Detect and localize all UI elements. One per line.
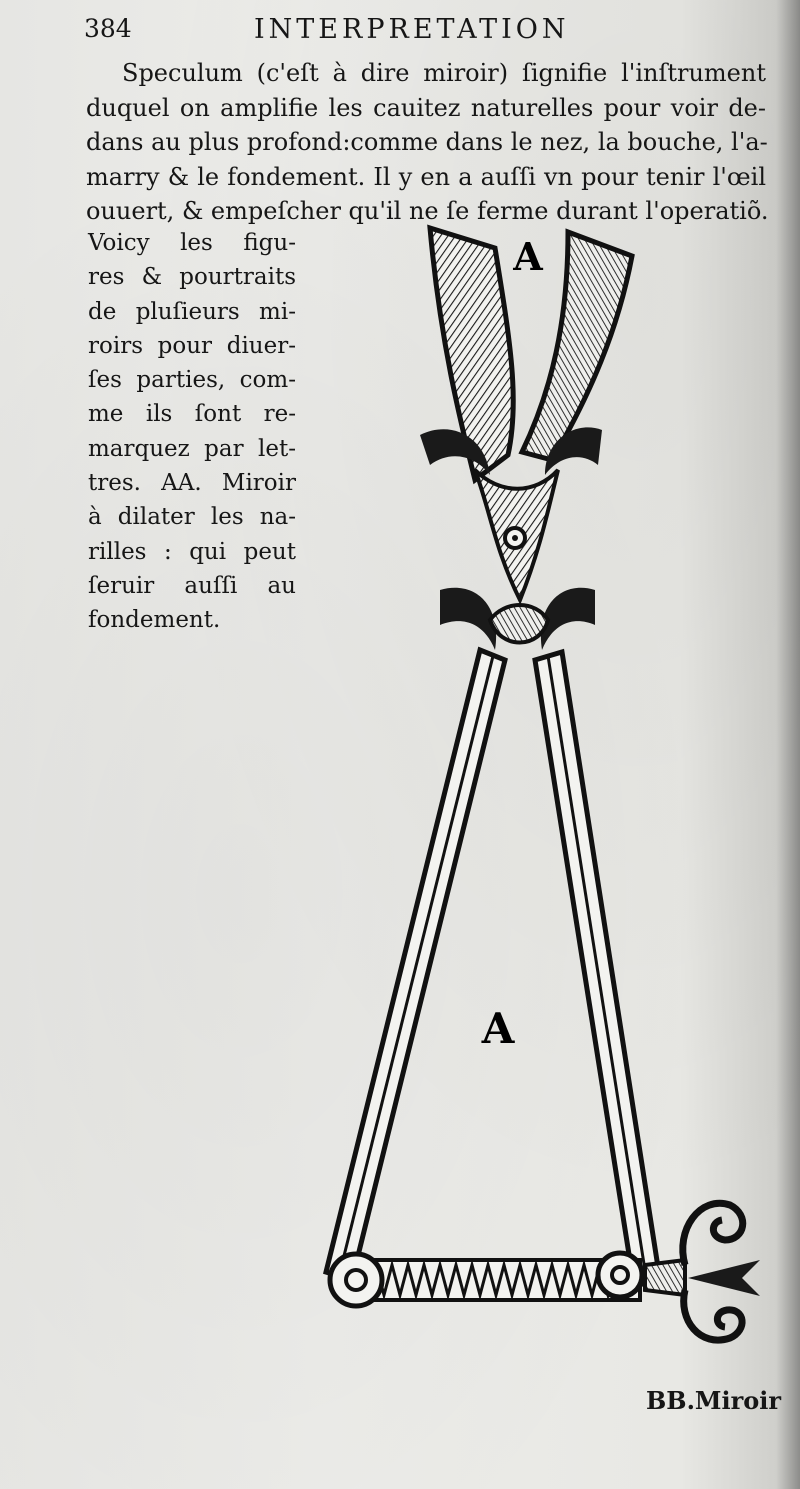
side-line: roirs pour diuer- — [88, 332, 296, 359]
intro-line: duquel on amplifie les cauitez naturelles pour voir de- — [86, 93, 766, 122]
side-line: à dilater les na- — [88, 504, 296, 531]
intro-line: Speculum (c'eſt à dire miroir) ſignifie l'inſtrument — [122, 59, 766, 87]
intro-paragraph — [86, 56, 769, 229]
side-line: res & pourtraits — [88, 264, 296, 291]
right-leg — [535, 652, 660, 1286]
intro-line: marry & le fondement. Il y en a auſſi vn pour tenir l'œil — [86, 162, 766, 191]
side-line: de pluſieurs mi- — [88, 298, 296, 325]
figure-label-middle: A — [481, 1004, 515, 1053]
catchword: BB.Miroir — [646, 1386, 782, 1415]
side-paragraph — [88, 226, 296, 638]
intro-line: dans au plus profond:comme dans le nez, la bouche, l'a- — [86, 128, 768, 156]
side-line: ſeruir auſſi au — [88, 572, 296, 599]
side-line: fondement. — [88, 607, 221, 634]
left-lower-crescent — [440, 588, 496, 650]
intro-line: ouuert, & empeſcher qu'il ne ſe ferme durant l'operatiõ. — [86, 197, 769, 225]
left-leg — [326, 650, 505, 1280]
side-line: rilles : qui peut — [88, 538, 296, 565]
page-header — [84, 10, 744, 44]
page-number: 384 — [84, 14, 132, 43]
side-line: me ils ſont re- — [88, 401, 296, 428]
adjustment-screw-bar — [330, 1253, 642, 1306]
running-title: INTERPRETATION — [254, 14, 570, 45]
knot — [490, 605, 548, 643]
ornamental-handle — [645, 1203, 760, 1340]
side-line: ſes parties, com- — [88, 367, 296, 394]
figure-label-top: A — [513, 234, 543, 279]
speculum-woodcut-illustration — [290, 220, 770, 1360]
side-line: tres. AA. Miroir — [88, 470, 296, 497]
side-line: Voicy les figu- — [88, 230, 296, 256]
side-line: marquez par let- — [88, 435, 296, 462]
